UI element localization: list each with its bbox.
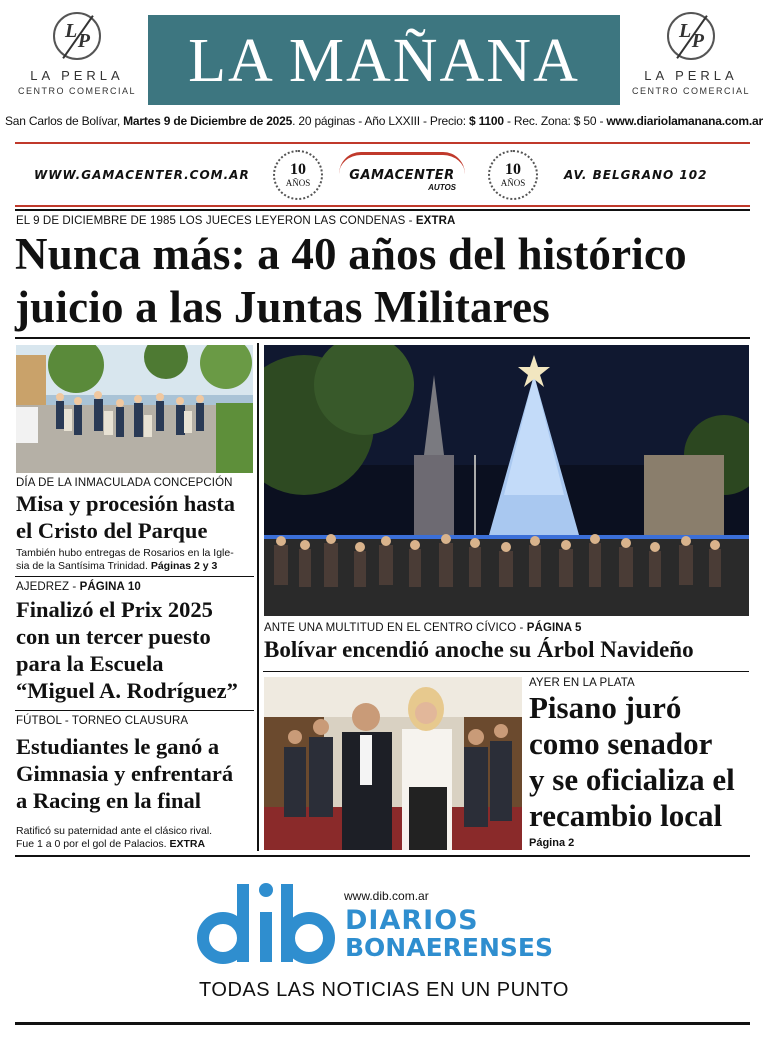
- divider: [15, 209, 750, 211]
- divider: [15, 710, 254, 711]
- futbol-kicker: FÚTBOL - TORNEO CLAUSURA: [16, 715, 189, 727]
- newspaper-title[interactable]: [148, 15, 620, 105]
- left-sponsor-logo[interactable]: [12, 12, 142, 96]
- edition-date: Martes 9 de Diciembre de 2025: [123, 114, 293, 128]
- misa-summary: También hubo entregas de Rosarios en la Igle- sia de la Santísima Trinidad. Páginas 2 y 3: [16, 547, 234, 572]
- sponsor-sub: CENTRO COMERCIAL: [631, 86, 750, 96]
- gamacenter-logo[interactable]: GAMACENTER AUTOS: [334, 152, 470, 192]
- pisano-headline[interactable]: Pisano juró como senador y se oficializa el recambio local: [529, 690, 735, 833]
- futbol-headline[interactable]: Estudiantes le ganó a Gimnasia y enfrentará a Racing en la final: [16, 734, 234, 813]
- column-divider: [257, 343, 259, 851]
- arbol-headline[interactable]: Bolívar encendió anoche su Árbol Navideño: [264, 637, 694, 662]
- ad-url[interactable]: WWW.GAMACENTER.COM.AR: [34, 168, 250, 182]
- christmas-tree-photo[interactable]: [264, 345, 749, 616]
- ajedrez-headline[interactable]: Finalizó el Prix 2025 con un tercer puesto para la Escuela “Miguel A. Rodríguez”: [16, 597, 238, 703]
- pisano-kicker: AYER EN LA PLATA: [529, 677, 635, 689]
- dib-logo[interactable]: [197, 880, 337, 970]
- title-text: LA MAÑANA: [188, 27, 580, 95]
- anniversary-badge: 10 AÑOS: [488, 150, 538, 200]
- dateline: San Carlos de Bolívar, Martes 9 de Diciembre de 2025. 20 páginas - Año LXXIII - Precio: $ 1100 - Rec. Zona: $ 50 - www.diariolamanana.com.ar: [5, 114, 763, 128]
- sponsor-sub: CENTRO COMERCIAL: [17, 86, 136, 96]
- divider: [15, 205, 750, 207]
- divider: [15, 1022, 750, 1025]
- anniversary-badge: 10 AÑOS: [273, 150, 323, 200]
- pisano-page-ref: Página 2: [529, 837, 575, 849]
- divider: [15, 142, 750, 144]
- divider: [15, 855, 750, 857]
- sponsor-name: LA PERLA: [644, 68, 738, 83]
- dib-url[interactable]: www.dib.com.ar: [344, 889, 429, 903]
- la-perla-icon: L P: [667, 12, 715, 60]
- divider: [15, 337, 750, 339]
- arbol-kicker: ANTE UNA MULTITUD EN EL CENTRO CÍVICO - PÁGINA 5: [264, 622, 582, 634]
- site-link[interactable]: www.diariolamanana.com.ar: [606, 114, 763, 128]
- sponsor-name: LA PERLA: [30, 68, 124, 83]
- pisano-oath-photo[interactable]: [264, 677, 522, 850]
- dib-tagline: TODAS LAS NOTICIAS EN UN PUNTO: [199, 979, 569, 1001]
- divider: [263, 671, 749, 672]
- dib-logo-icon: [197, 880, 337, 970]
- dib-brand: DIARIOS BONAERENSES: [345, 905, 553, 962]
- la-perla-icon: L P: [53, 12, 101, 60]
- ad-address: AV. BELGRANO 102: [564, 168, 708, 182]
- futbol-summary: Ratificó su paternidad ante el clásico rival. Fue 1 a 0 por el gol de Palacios. EXTRA: [16, 825, 213, 850]
- main-kicker: EL 9 DE DICIEMBRE DE 1985 LOS JUECES LEYERON LAS CONDENAS - EXTRA: [16, 215, 456, 227]
- misa-headline[interactable]: Misa y procesión hasta el Cristo del Parque: [16, 491, 235, 543]
- ajedrez-kicker: AJEDREZ - PÁGINA 10: [16, 581, 141, 593]
- procession-photo[interactable]: [16, 345, 253, 473]
- right-sponsor-logo[interactable]: [626, 12, 756, 96]
- price: $ 1100: [469, 114, 504, 128]
- divider: [15, 576, 254, 577]
- misa-kicker: DÍA DE LA INMACULADA CONCEPCIÓN: [16, 477, 233, 489]
- main-headline[interactable]: Nunca más: a 40 años del histórico juicio a las Juntas Militares: [15, 229, 687, 332]
